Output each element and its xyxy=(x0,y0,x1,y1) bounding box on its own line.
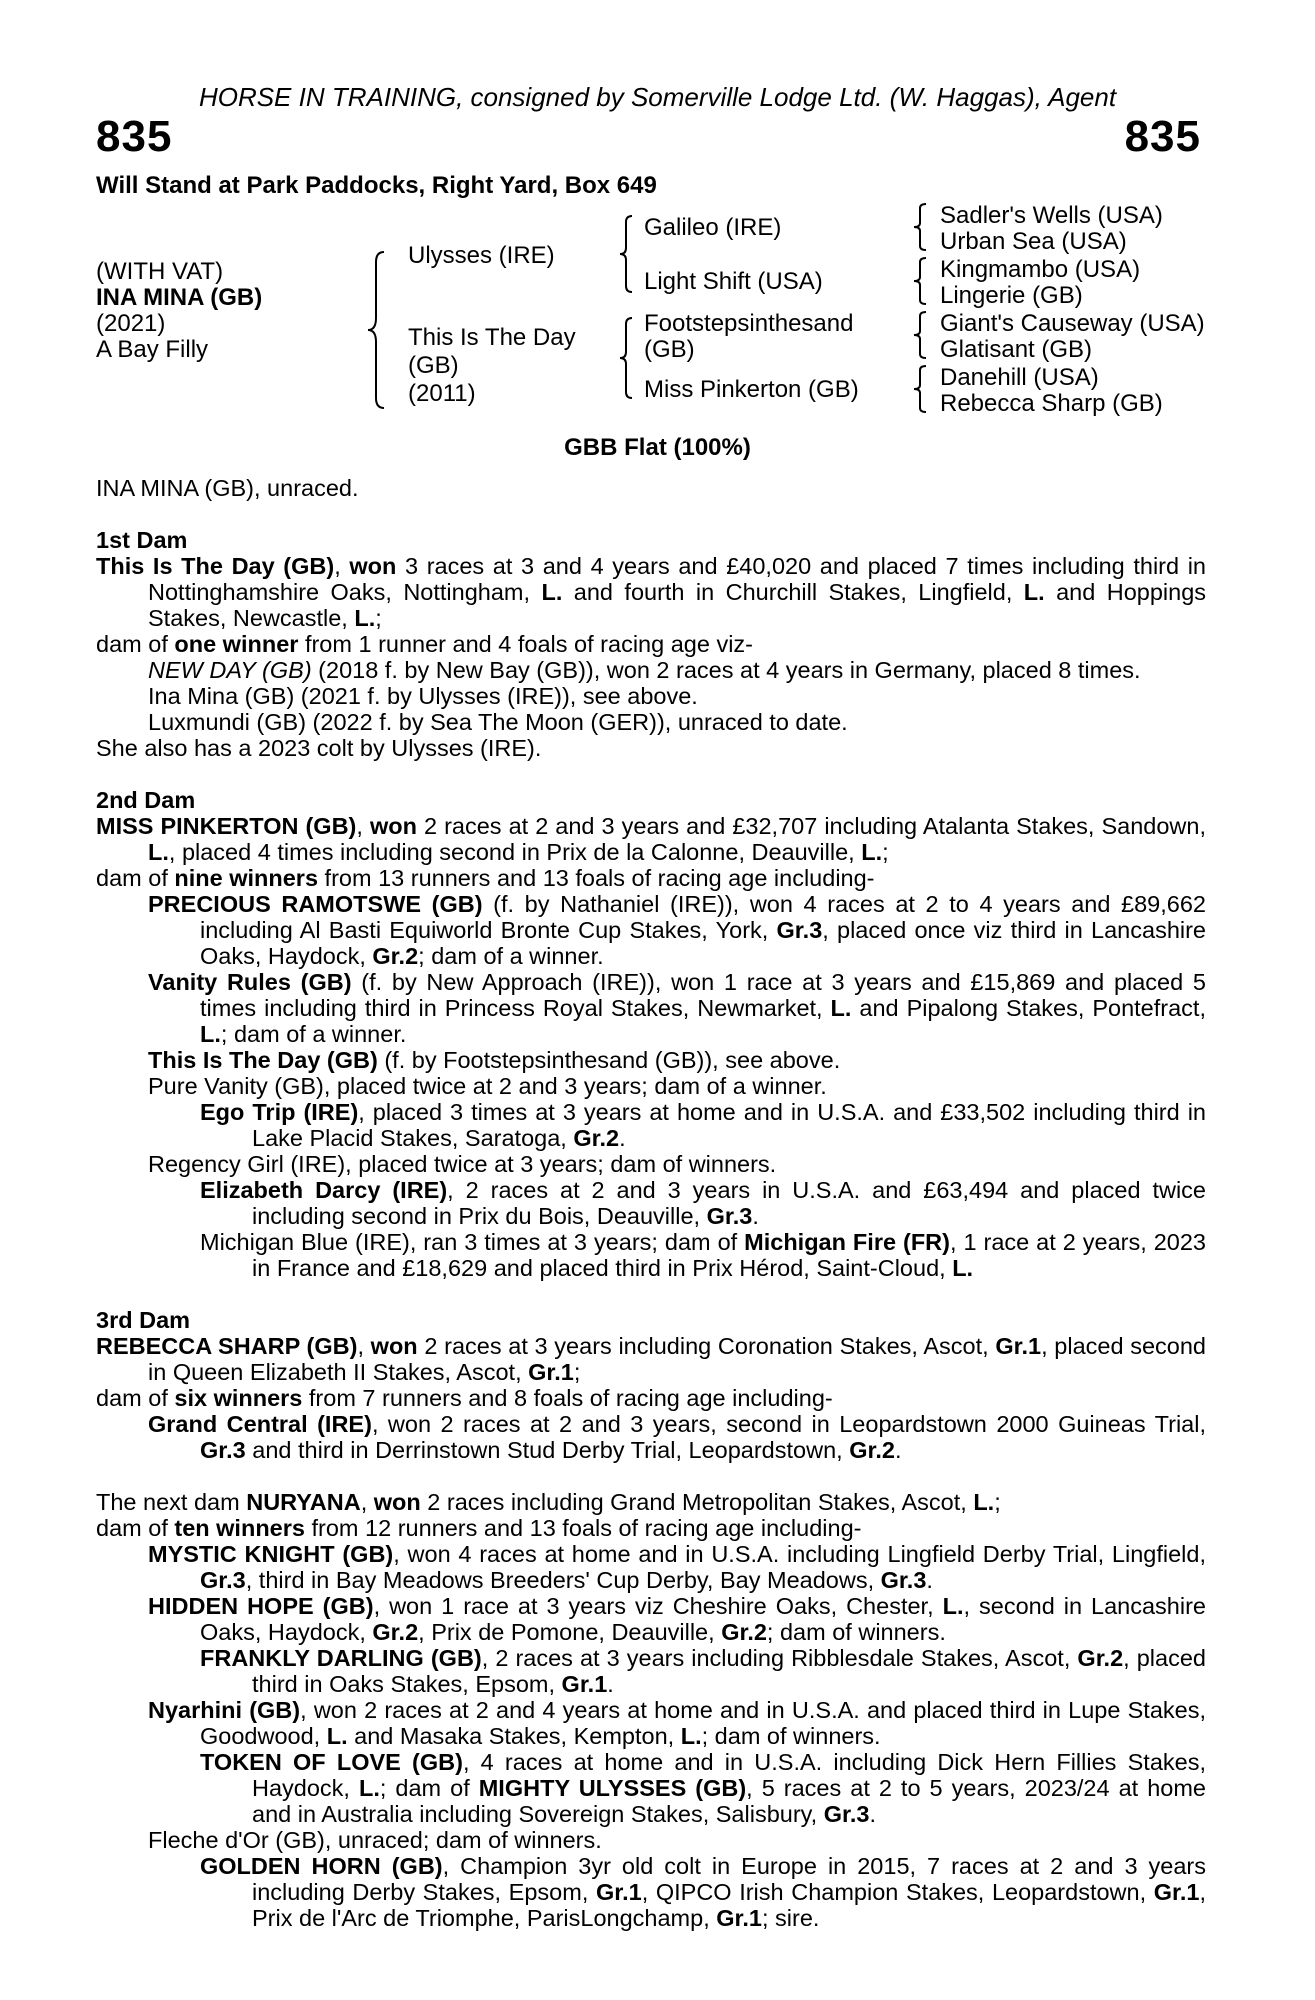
text-segment: , 4 races at home and in U.S.A. including Dick Hern Fillies Stakes, Haydock, xyxy=(252,1749,1206,1801)
text-segment: ; dam of a winner. xyxy=(220,1021,407,1047)
text-segment: This Is The Day (GB) xyxy=(96,553,335,579)
text-segment: Gr.1 xyxy=(595,1879,642,1905)
text-segment: L. xyxy=(952,1255,974,1281)
text-segment: 2nd Dam xyxy=(96,787,196,813)
text-segment: 2 races at 3 years including Coronation Stakes, Ascot, xyxy=(417,1333,996,1359)
pedigree-paragraph xyxy=(96,1645,1206,1697)
text-segment: , won 4 races at home and in U.S.A. including Lingfield Derby Trial, Lingfield, xyxy=(393,1541,1206,1567)
text-segment: nine winners xyxy=(174,865,319,891)
text-segment: L. xyxy=(861,839,883,865)
text-segment: Gr.2 xyxy=(372,943,419,969)
text-segment: She also has a 2023 colt by Ulysses (IRE). xyxy=(96,735,542,761)
pedigree-paragraph xyxy=(96,1411,1206,1463)
text-segment: Gr.1 xyxy=(995,1333,1042,1359)
paragraph-gap xyxy=(96,1281,1206,1307)
text-segment: , xyxy=(334,553,350,579)
text-segment: L. xyxy=(148,839,169,865)
pedigree-paragraph xyxy=(96,1489,1206,1515)
text-segment: 2 races including Grand Metropolitan Stakes, Ascot, xyxy=(420,1489,974,1515)
pedigree-paragraph xyxy=(96,1853,1206,1931)
text-segment: ; xyxy=(882,839,889,865)
text-segment: (f. by Footstepsinthesand (GB)), see above. xyxy=(377,1047,841,1073)
text-segment: MYSTIC KNIGHT (GB) xyxy=(148,1541,394,1567)
text-segment: , placed third in Oaks Stakes, Epsom, xyxy=(252,1645,1206,1697)
pedigree-sds: Kingmambo (USA) xyxy=(940,256,1141,283)
pedigree-paragraph xyxy=(96,891,1206,969)
text-segment: and fourth in Churchill Stakes, Lingfield, xyxy=(562,579,1024,605)
text-segment: ; xyxy=(994,1489,1001,1515)
text-segment: , third in Bay Meadows Breeders' Cup Derby, Bay Meadows, xyxy=(245,1567,881,1593)
pedigree-paragraph xyxy=(96,657,1206,683)
paragraph-gap xyxy=(96,761,1206,787)
text-segment: dam of xyxy=(96,1515,175,1541)
text-segment: L. xyxy=(680,1723,702,1749)
pedigree-dam-line-3: (2011) xyxy=(408,380,476,407)
text-segment: Gr.3 xyxy=(776,917,823,943)
pedigree-paragraph xyxy=(96,865,1206,891)
text-segment: . xyxy=(926,1567,933,1593)
text-segment: Gr.2 xyxy=(372,1619,419,1645)
paragraph-gap xyxy=(96,1463,1206,1489)
pedigree-paragraph xyxy=(96,1099,1206,1151)
pedigree-ssd: Urban Sea (USA) xyxy=(940,228,1127,255)
pedigree-brace-sd xyxy=(912,256,928,306)
text-segment: . xyxy=(752,1203,759,1229)
text-segment: Vanity Rules (GB) xyxy=(148,969,352,995)
lot-number-right: 835 xyxy=(1124,112,1201,161)
pedigree-paragraph xyxy=(96,1151,1206,1177)
text-segment: Gr.2 xyxy=(1077,1645,1124,1671)
text-segment: , placed second in Queen Elizabeth II Stakes, Ascot, xyxy=(148,1333,1206,1385)
section-heading xyxy=(96,527,1206,553)
text-segment: ; dam of winners. xyxy=(766,1619,946,1645)
text-segment: , QIPCO Irish Champion Stakes, Leopardstown, xyxy=(641,1879,1154,1905)
text-segment: Grand Central (IRE) xyxy=(148,1411,372,1437)
pedigree-paragraph xyxy=(96,683,1206,709)
text-segment: NEW DAY (GB) xyxy=(148,657,312,683)
pedigree-brace-dd xyxy=(912,364,928,414)
text-segment: won xyxy=(373,1489,421,1515)
text-segment: (f. by New Approach (IRE)), won 1 race at 3 years and £15,869 and placed 5 times including third in Princess Royal Stakes, Newmarket, xyxy=(200,969,1206,1021)
text-segment: MIGHTY ULYSSES (GB) xyxy=(478,1775,747,1801)
pedigree-sire: Ulysses (IRE) xyxy=(408,242,555,269)
text-segment: HIDDEN HOPE (GB) xyxy=(148,1593,374,1619)
text-segment: Gr.1 xyxy=(528,1359,574,1385)
text-segment: , won 1 race at 3 years viz Cheshire Oaks, Chester, xyxy=(373,1593,943,1619)
pedigree-paragraph xyxy=(96,553,1206,631)
vat-note: (WITH VAT) xyxy=(96,258,224,285)
text-segment: REBECCA SHARP (GB) xyxy=(96,1333,358,1359)
text-segment: won xyxy=(349,553,397,579)
text-segment: L. xyxy=(354,605,376,631)
text-segment: Fleche d'Or (GB), unraced; dam of winners. xyxy=(148,1827,602,1853)
pedigree-paragraph xyxy=(96,1749,1206,1827)
horse-name: INA MINA (GB) xyxy=(96,284,263,311)
pedigree-paragraph xyxy=(96,813,1206,865)
text-segment: ten winners xyxy=(174,1515,305,1541)
text-segment: . xyxy=(894,1437,902,1463)
text-segment: (2018 f. by New Bay (GB)), won 2 races at 4 years in Germany, placed 8 times. xyxy=(311,657,1141,683)
text-segment: , Prix de Pomone, Deauville, xyxy=(418,1619,722,1645)
pedigree-brace-ss xyxy=(912,202,928,252)
horse-description: A Bay Filly xyxy=(96,336,209,363)
text-segment: , 2 races at 3 years including Ribblesdale Stakes, Ascot, xyxy=(481,1645,1078,1671)
text-segment: , xyxy=(360,1489,374,1515)
pedigree-paragraph xyxy=(96,1177,1206,1229)
horse-year: (2021) xyxy=(96,310,166,337)
text-segment: , 1 race at 2 years, 2023 in France and £18,629 and placed third in Prix Hérod, Saint-Cloud, xyxy=(252,1229,1206,1281)
pedigree-dam-dam: Miss Pinkerton (GB) xyxy=(644,376,859,403)
text-segment: Gr.3 xyxy=(706,1203,753,1229)
text-segment: Ego Trip (IRE) xyxy=(200,1099,359,1125)
pedigree-paragraph xyxy=(96,1229,1206,1281)
text-segment: Ina Mina (GB) (2021 f. by Ulysses (IRE)), see above. xyxy=(148,683,698,709)
text-segment: . xyxy=(607,1671,614,1697)
pedigree-dss: Giant's Causeway (USA) xyxy=(940,310,1205,337)
text-segment: , Champion 3yr old colt in Europe in 2015, 7 races at 2 and 3 years including Derby Stakes, Epsom, xyxy=(252,1853,1206,1905)
paragraph-gap xyxy=(96,501,1206,527)
text-segment: won xyxy=(370,1333,418,1359)
text-segment: GOLDEN HORN (GB) xyxy=(200,1853,443,1879)
text-segment: FRANKLY DARLING (GB) xyxy=(200,1645,482,1671)
text-segment: Michigan Blue (IRE), ran 3 times at 3 years; dam of xyxy=(200,1229,745,1255)
text-segment: , second in Lancashire Oaks, Haydock, xyxy=(200,1593,1206,1645)
pedigree-paragraph xyxy=(96,1697,1206,1749)
pedigree-dds: Danehill (USA) xyxy=(940,364,1099,391)
text-segment: Luxmundi (GB) (2022 f. by Sea The Moon (GER)), unraced to date. xyxy=(148,709,848,735)
text-segment: . xyxy=(619,1125,626,1151)
section-heading xyxy=(96,787,1206,813)
text-segment: , xyxy=(356,813,370,839)
text-segment: 1st Dam xyxy=(96,527,188,553)
pedigree-paragraph xyxy=(96,1593,1206,1645)
pedigree-brace-ds xyxy=(912,310,928,360)
text-segment: Gr.2 xyxy=(849,1437,895,1463)
text-segment: Gr.1 xyxy=(561,1671,608,1697)
text-segment: Michigan Fire (FR) xyxy=(744,1229,950,1255)
pedigree-paragraph xyxy=(96,475,1206,501)
pedigree-sire-sire: Galileo (IRE) xyxy=(644,214,782,241)
text-segment: L. xyxy=(942,1593,964,1619)
text-segment: ; dam of winners. xyxy=(701,1723,881,1749)
text-segment: Gr.3 xyxy=(823,1801,870,1827)
text-segment: , 5 races at 2 to 5 years, 2023/24 at home and in Australia including Sovereign Stakes, Salisbury, xyxy=(252,1775,1206,1827)
text-segment: Gr.3 xyxy=(200,1567,246,1593)
text-segment: , placed 3 times at 3 years at home and in U.S.A. and £33,502 including third in Lake Placid Stakes, Saratoga, xyxy=(252,1099,1206,1151)
text-segment: Pure Vanity (GB), placed twice at 2 and 3 years; dam of a winner. xyxy=(148,1073,827,1099)
text-segment: This Is The Day (GB) xyxy=(148,1047,378,1073)
text-segment: , 2 races at 2 and 3 years in U.S.A. and £63,494 and placed twice including second in Prix du Bois, Deauville, xyxy=(252,1177,1206,1229)
text-segment: ; dam of a winner. xyxy=(418,943,604,969)
text-segment: dam of xyxy=(96,865,175,891)
text-segment: MISS PINKERTON (GB) xyxy=(96,813,357,839)
pedigree-sss: Sadler's Wells (USA) xyxy=(940,202,1163,229)
text-segment: , Prix de l'Arc de Triomphe, ParisLongchamp, xyxy=(252,1879,1206,1931)
text-segment: Regency Girl (IRE), placed twice at 3 years; dam of winners. xyxy=(148,1151,777,1177)
pedigree-paragraph xyxy=(96,631,1206,657)
text-segment: and third in Derrinstown Stud Derby Trial, Leopardstown, xyxy=(245,1437,850,1463)
text-segment: won xyxy=(369,813,417,839)
text-segment: ; dam of xyxy=(379,1775,479,1801)
text-segment: , won 2 races at 2 and 3 years, second in Leopardstown 2000 Guineas Trial, xyxy=(371,1411,1207,1437)
text-segment: L. xyxy=(326,1723,348,1749)
text-segment: L. xyxy=(1023,579,1045,605)
text-segment: Gr.2 xyxy=(573,1125,620,1151)
text-segment: The next dam xyxy=(96,1489,247,1515)
pedigree-paragraph xyxy=(96,709,1206,735)
text-segment: six winners xyxy=(174,1385,303,1411)
text-segment: Elizabeth Darcy (IRE) xyxy=(200,1177,448,1203)
pedigree-paragraph xyxy=(96,1047,1206,1073)
text-segment: PRECIOUS RAMOTSWE (GB) xyxy=(148,891,483,917)
text-segment: from 13 runners and 13 foals of racing age including- xyxy=(318,865,875,891)
pedigree-dam-line-2: (GB) xyxy=(408,352,459,379)
text-segment: from 7 runners and 8 foals of racing age including- xyxy=(302,1385,833,1411)
text-segment: , placed once viz third in Lancashire Oaks, Haydock, xyxy=(200,917,1206,969)
text-segment: Gr.2 xyxy=(721,1619,767,1645)
text-segment: Gr.3 xyxy=(200,1437,246,1463)
text-segment: ; sire. xyxy=(762,1905,820,1931)
text-segment: Gr.1 xyxy=(1153,1879,1200,1905)
text-segment: and Masaka Stakes, Kempton, xyxy=(347,1723,681,1749)
text-segment: (f. by Nathaniel (IRE)), won 4 races at 2 to 4 years and £89,662 including Al Basti Equiworld Bronte Cup Stakes, York, xyxy=(200,891,1206,943)
text-segment: NURYANA xyxy=(246,1489,361,1515)
text-segment: L. xyxy=(830,995,852,1021)
pedigree-dam-line-1: This Is The Day xyxy=(408,324,576,351)
pedigree-dam-sire-line-2: (GB) xyxy=(644,336,695,363)
pedigree-brace-sire xyxy=(618,214,634,294)
text-segment: 3 races at 3 and 4 years and £40,020 and placed 7 times including third in Nottinghamshire Oaks, Nottingham, xyxy=(148,553,1206,605)
catalogue-body xyxy=(96,475,1206,1931)
pedigree-paragraph xyxy=(96,1385,1206,1411)
pedigree-brace-main xyxy=(366,250,386,410)
text-segment: L. xyxy=(200,1021,221,1047)
text-segment: Nyarhini (GB) xyxy=(148,1697,301,1723)
pedigree-paragraph xyxy=(96,735,1206,761)
pedigree-paragraph xyxy=(96,1827,1206,1853)
pedigree-dam-sire-line-1: Footstepsinthesand xyxy=(644,310,854,337)
pedigree-sire-dam: Light Shift (USA) xyxy=(644,268,823,295)
text-segment: , placed 4 times including second in Prix de la Calonne, Deauville, xyxy=(168,839,862,865)
stand-location: Will Stand at Park Paddocks, Right Yard, Box 649 xyxy=(96,172,657,199)
text-segment: 3rd Dam xyxy=(96,1307,191,1333)
text-segment: L. xyxy=(541,579,563,605)
text-segment: INA MINA (GB), unraced. xyxy=(96,475,359,501)
text-segment: L. xyxy=(358,1775,380,1801)
text-segment: from 1 runner and 4 foals of racing age viz- xyxy=(298,631,753,657)
text-segment: dam of xyxy=(96,631,175,657)
pedigree-paragraph xyxy=(96,1073,1206,1099)
text-segment: , won 2 races at 2 and 4 years at home and in U.S.A. and placed third in Lupe Stakes, Goodwood, xyxy=(200,1697,1206,1749)
text-segment: Gr.1 xyxy=(716,1905,762,1931)
text-segment: dam of xyxy=(96,1385,175,1411)
text-segment: Gr.3 xyxy=(880,1567,927,1593)
text-segment: and Hoppings Stakes, Newcastle, xyxy=(148,579,1207,631)
pedigree-paragraph xyxy=(96,1515,1206,1541)
text-segment: one winner xyxy=(174,631,299,657)
lot-number-left: 835 xyxy=(96,112,173,161)
text-segment: 2 races at 2 and 3 years and £32,707 including Atalanta Stakes, Sandown, xyxy=(416,813,1206,839)
pedigree-ddd: Rebecca Sharp (GB) xyxy=(940,390,1163,417)
text-segment: , xyxy=(357,1333,371,1359)
text-segment: . xyxy=(869,1801,876,1827)
text-segment: ; xyxy=(375,605,382,631)
pedigree-paragraph xyxy=(96,969,1206,1047)
consignor-line: HORSE IN TRAINING, consigned by Somerville Lodge Ltd. (W. Haggas), Agent xyxy=(198,82,1117,112)
pedigree-sdd: Lingerie (GB) xyxy=(940,282,1083,309)
text-segment: and Pipalong Stakes, Pontefract, xyxy=(851,995,1206,1021)
text-segment: L. xyxy=(973,1489,995,1515)
text-segment: ; xyxy=(573,1359,581,1385)
text-segment: from 12 runners and 13 foals of racing age including- xyxy=(304,1515,862,1541)
pedigree-paragraph xyxy=(96,1333,1206,1385)
pedigree-paragraph xyxy=(96,1541,1206,1593)
pedigree-dsd: Glatisant (GB) xyxy=(940,336,1093,363)
pedigree-brace-dam xyxy=(618,316,634,400)
section-heading xyxy=(96,1307,1206,1333)
text-segment: TOKEN OF LOVE (GB) xyxy=(200,1749,463,1775)
gbb-rating: GBB Flat (100%) xyxy=(564,434,751,461)
